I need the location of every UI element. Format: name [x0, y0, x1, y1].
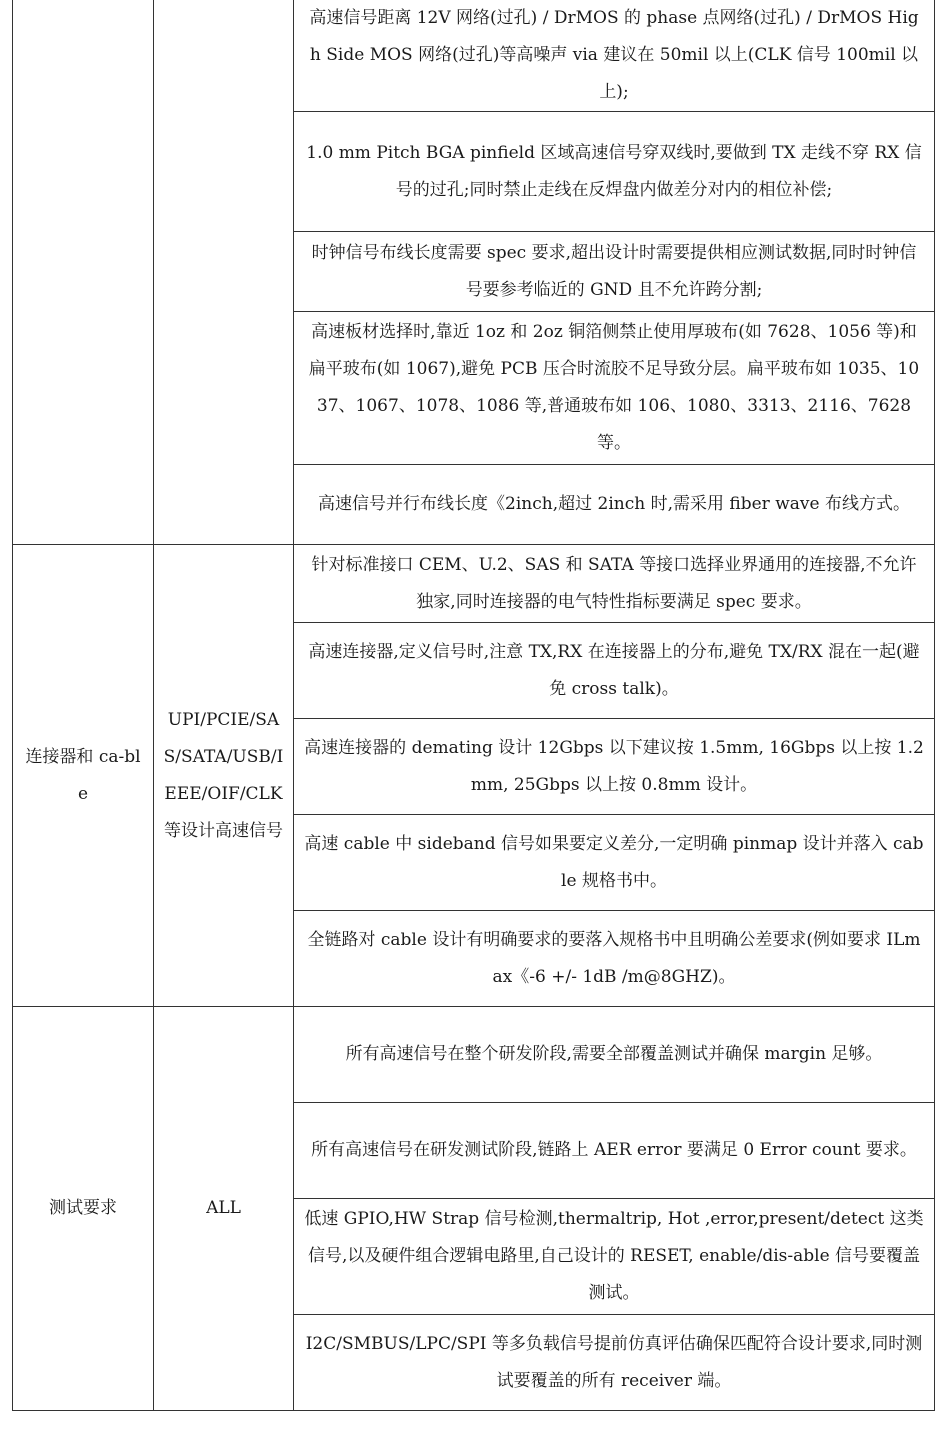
category-cell	[13, 0, 154, 545]
requirements-table	[12, 0, 935, 1411]
requirement-cell: 所有高速信号在整个研发阶段,需要全部覆盖测试并确保 margin 足够。	[294, 1007, 935, 1103]
requirement-cell: 高速连接器,定义信号时,注意 TX,RX 在连接器上的分布,避免 TX/RX 混在一起(避免 cross talk)。	[294, 623, 935, 719]
requirement-cell: 高速板材选择时,靠近 1oz 和 2oz 铜箔侧禁止使用厚玻布(如 7628、1056 等)和扁平玻布(如 1067),避免 PCB 压合时流胶不足导致分层。扁平玻布如 1035、1037、1067、1078、1086 等,普通玻布如 106、1080、3313、2116、7628 等。	[294, 312, 935, 465]
requirement-cell: 1.0 mm Pitch BGA pinfield 区域高速信号穿双线时,要做到 TX 走线不穿 RX 信号的过孔;同时禁止走线在反焊盘内做差分对内的相位补偿;	[294, 112, 935, 232]
requirement-cell: 全链路对 cable 设计有明确要求的要落入规格书中且明确公差要求(例如要求 ILmax《-6 +/- 1dB /m@8GHZ)。	[294, 911, 935, 1007]
requirement-cell: 高速连接器的 demating 设计 12Gbps 以下建议按 1.5mm, 16Gbps 以上按 1.2mm, 25Gbps 以上按 0.8mm 设计。	[294, 719, 935, 815]
category-cell: 测试要求	[13, 1007, 154, 1411]
signal-type-cell: UPI/PCIE/SAS/SATA/USB/IEEE/OIF/CLK 等设计高速信号	[154, 545, 294, 1007]
requirement-cell: 低速 GPIO,HW Strap 信号检测,thermaltrip, Hot ,error,present/detect 这类信号,以及硬件组合逻辑电路里,自己设计的 RESET, enable/dis-able 信号要覆盖测试。	[294, 1199, 935, 1315]
requirement-cell: I2C/SMBUS/LPC/SPI 等多负载信号提前仿真评估确保匹配符合设计要求,同时测试要覆盖的所有 receiver 端。	[294, 1315, 935, 1411]
requirement-cell: 针对标准接口 CEM、U.2、SAS 和 SATA 等接口选择业界通用的连接器,不允许独家,同时连接器的电气特性指标要满足 spec 要求。	[294, 545, 935, 623]
signal-type-cell	[154, 0, 294, 545]
requirement-cell: 时钟信号布线长度需要 spec 要求,超出设计时需要提供相应测试数据,同时时钟信号要参考临近的 GND 且不允许跨分割;	[294, 232, 935, 312]
table-row	[13, 0, 935, 112]
requirement-cell: 高速 cable 中 sideband 信号如果要定义差分,一定明确 pinmap 设计并落入 cable 规格书中。	[294, 815, 935, 911]
requirement-cell: 高速信号距离 12V 网络(过孔) / DrMOS 的 phase 点网络(过孔) / DrMOS High Side MOS 网络(过孔)等高噪声 via 建议在 50mil 以上(CLK 信号 100mil 以上);	[294, 0, 935, 112]
signal-type-cell: ALL	[154, 1007, 294, 1411]
requirement-cell: 高速信号并行布线长度《2inch,超过 2inch 时,需采用 fiber wave 布线方式。	[294, 465, 935, 545]
table-row	[13, 545, 935, 623]
category-cell: 连接器和 ca-ble	[13, 545, 154, 1007]
table-row	[13, 1007, 935, 1103]
requirement-cell: 所有高速信号在研发测试阶段,链路上 AER error 要满足 0 Error count 要求。	[294, 1103, 935, 1199]
